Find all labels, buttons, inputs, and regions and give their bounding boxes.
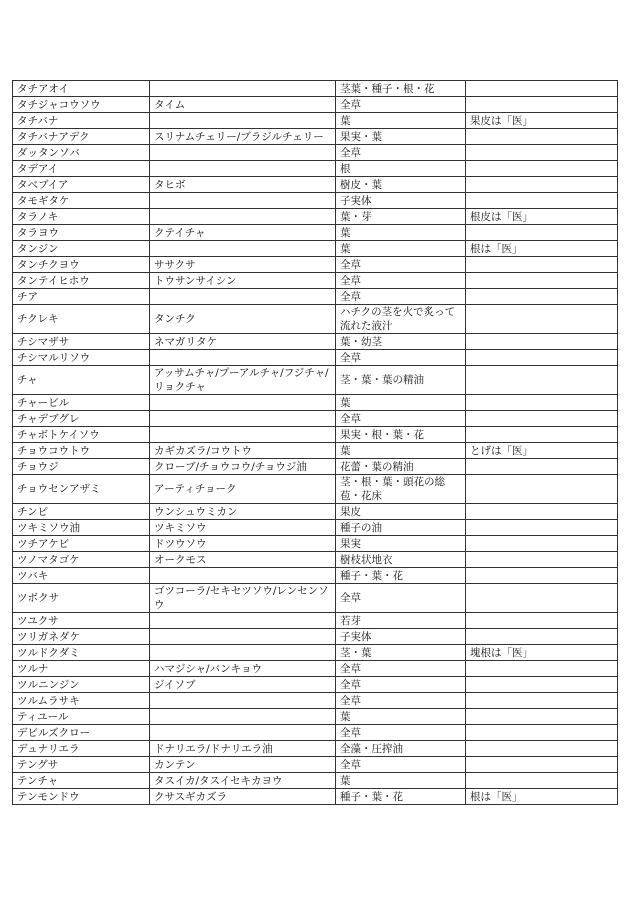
part-cell: 根	[336, 161, 466, 177]
part-cell: 葉	[336, 113, 466, 129]
note-cell	[466, 225, 618, 241]
table-row	[13, 661, 618, 677]
plant-name-cell: タチバナ	[13, 113, 150, 129]
plant-name-cell: チャデブグレ	[13, 411, 150, 427]
alias-cell: クサスギカズラ	[150, 789, 336, 805]
table-row	[13, 709, 618, 725]
plant-name-cell: ツチアケビ	[13, 536, 150, 552]
alias-cell	[150, 81, 336, 97]
note-cell	[466, 709, 618, 725]
plant-name-cell: タチジャコウソウ	[13, 97, 150, 113]
table-row	[13, 520, 618, 536]
note-cell	[466, 273, 618, 289]
part-cell: 種子・葉・花	[336, 789, 466, 805]
note-cell	[466, 613, 618, 629]
part-cell: 全草	[336, 273, 466, 289]
part-cell: 葉・幼茎	[336, 334, 466, 350]
note-cell	[466, 693, 618, 709]
note-cell	[466, 568, 618, 584]
plant-name-cell: チア	[13, 289, 150, 305]
alias-cell: オークモス	[150, 552, 336, 568]
table-row	[13, 443, 618, 459]
plant-name-cell: タチバナアデク	[13, 129, 150, 145]
table-row	[13, 113, 618, 129]
table-row	[13, 613, 618, 629]
note-cell	[466, 629, 618, 645]
part-cell: 全草	[336, 145, 466, 161]
plant-name-cell: チャ	[13, 366, 150, 395]
table-row	[13, 145, 618, 161]
alias-cell	[150, 709, 336, 725]
note-cell	[466, 661, 618, 677]
part-cell: 全草	[336, 289, 466, 305]
plant-name-cell: デビルズクロー	[13, 725, 150, 741]
table-row	[13, 161, 618, 177]
table-row	[13, 411, 618, 427]
part-cell: 果実・葉	[336, 129, 466, 145]
part-cell: 全草	[336, 97, 466, 113]
plant-name-cell: タンテイヒホウ	[13, 273, 150, 289]
alias-cell: タヒボ	[150, 177, 336, 193]
note-cell	[466, 677, 618, 693]
part-cell: 葉	[336, 443, 466, 459]
table-row	[13, 725, 618, 741]
note-cell	[466, 81, 618, 97]
plant-name-cell: ツルドクダミ	[13, 645, 150, 661]
note-cell	[466, 459, 618, 475]
plant-name-cell: ツユクサ	[13, 613, 150, 629]
plant-name-cell: テンチャ	[13, 773, 150, 789]
alias-cell	[150, 645, 336, 661]
plant-name-cell: タンチクヨウ	[13, 257, 150, 273]
table-row	[13, 536, 618, 552]
note-cell	[466, 773, 618, 789]
part-cell: 茎・根・葉・頭花の総苞・花床	[336, 475, 466, 504]
part-cell: 全草	[336, 693, 466, 709]
part-cell: 樹枝状地衣	[336, 552, 466, 568]
part-cell: 樹皮・葉	[336, 177, 466, 193]
note-cell	[466, 504, 618, 520]
herb-table	[12, 80, 618, 805]
note-cell	[466, 257, 618, 273]
plant-name-cell: タデアイ	[13, 161, 150, 177]
alias-cell: ネマガリタケ	[150, 334, 336, 350]
plant-name-cell: ツリガネダケ	[13, 629, 150, 645]
alias-cell: タイム	[150, 97, 336, 113]
plant-name-cell: ツルニンジン	[13, 677, 150, 693]
note-cell	[466, 193, 618, 209]
plant-name-cell: ツルナ	[13, 661, 150, 677]
table-row	[13, 129, 618, 145]
alias-cell: カンテン	[150, 757, 336, 773]
plant-name-cell: チョウジ	[13, 459, 150, 475]
part-cell: 葉	[336, 225, 466, 241]
part-cell: ハチクの茎を火で炙って流れた液汁	[336, 305, 466, 334]
plant-name-cell: ダッタンソバ	[13, 145, 150, 161]
table-row	[13, 552, 618, 568]
table-row	[13, 568, 618, 584]
table-row	[13, 289, 618, 305]
plant-name-cell: ツノマタゴケ	[13, 552, 150, 568]
part-cell: 全草	[336, 584, 466, 613]
alias-cell: ゴツコーラ/セキセツソウ/レンセンソウ	[150, 584, 336, 613]
part-cell: 全草	[336, 661, 466, 677]
alias-cell: ウンシュウミカン	[150, 504, 336, 520]
plant-name-cell: タラヨウ	[13, 225, 150, 241]
table-row	[13, 241, 618, 257]
part-cell: 種子の油	[336, 520, 466, 536]
alias-cell: ハマジシャ/バンキョウ	[150, 661, 336, 677]
alias-cell	[150, 161, 336, 177]
alias-cell: ササクサ	[150, 257, 336, 273]
part-cell: 葉	[336, 241, 466, 257]
alias-cell	[150, 568, 336, 584]
alias-cell: ドナリエラ/ドナリエラ油	[150, 741, 336, 757]
table-row	[13, 459, 618, 475]
table-row	[13, 584, 618, 613]
part-cell: 葉	[336, 395, 466, 411]
note-cell: 塊根は「医」	[466, 645, 618, 661]
table-row	[13, 789, 618, 805]
plant-name-cell: デュナリエラ	[13, 741, 150, 757]
alias-cell	[150, 725, 336, 741]
table-row	[13, 209, 618, 225]
note-cell	[466, 411, 618, 427]
plant-name-cell: ツバキ	[13, 568, 150, 584]
alias-cell: アーティチョーク	[150, 475, 336, 504]
part-cell: 若芽	[336, 613, 466, 629]
part-cell: 葉	[336, 709, 466, 725]
plant-name-cell: チョウコウトウ	[13, 443, 150, 459]
plant-name-cell: チシマザサ	[13, 334, 150, 350]
note-cell	[466, 475, 618, 504]
plant-name-cell: ツキミソウ油	[13, 520, 150, 536]
alias-cell: カギカズラ/コウトウ	[150, 443, 336, 459]
alias-cell	[150, 427, 336, 443]
note-cell	[466, 334, 618, 350]
note-cell	[466, 427, 618, 443]
note-cell	[466, 161, 618, 177]
alias-cell	[150, 693, 336, 709]
note-cell	[466, 520, 618, 536]
part-cell: 全草	[336, 350, 466, 366]
note-cell	[466, 741, 618, 757]
table-row	[13, 693, 618, 709]
plant-name-cell: チシマルリソウ	[13, 350, 150, 366]
plant-name-cell: チャービル	[13, 395, 150, 411]
alias-cell: タスイカ/タスイセキカヨウ	[150, 773, 336, 789]
note-cell: 果皮は「医」	[466, 113, 618, 129]
part-cell: 子実体	[336, 629, 466, 645]
plant-name-cell: タモギタケ	[13, 193, 150, 209]
plant-name-cell: ティユール	[13, 709, 150, 725]
part-cell: 果皮	[336, 504, 466, 520]
alias-cell	[150, 145, 336, 161]
table-row	[13, 677, 618, 693]
alias-cell	[150, 193, 336, 209]
part-cell: 花蕾・葉の精油	[336, 459, 466, 475]
table-row	[13, 773, 618, 789]
note-cell	[466, 395, 618, 411]
alias-cell: アッサムチャ/プーアルチャ/フジチャ/リョクチャ	[150, 366, 336, 395]
note-cell	[466, 129, 618, 145]
table-row	[13, 395, 618, 411]
note-cell	[466, 366, 618, 395]
note-cell	[466, 97, 618, 113]
plant-name-cell: チンピ	[13, 504, 150, 520]
table-row	[13, 81, 618, 97]
table-row	[13, 305, 618, 334]
note-cell	[466, 725, 618, 741]
alias-cell	[150, 209, 336, 225]
alias-cell	[150, 629, 336, 645]
table-row	[13, 177, 618, 193]
table-row	[13, 257, 618, 273]
table-row	[13, 366, 618, 395]
part-cell: 果実・根・葉・花	[336, 427, 466, 443]
alias-cell: トウサンサイシン	[150, 273, 336, 289]
alias-cell: ジイソブ	[150, 677, 336, 693]
part-cell: 全草	[336, 257, 466, 273]
alias-cell	[150, 241, 336, 257]
plant-name-cell: ツボクサ	[13, 584, 150, 613]
part-cell: 子実体	[336, 193, 466, 209]
alias-cell: クテイチャ	[150, 225, 336, 241]
table-row	[13, 97, 618, 113]
plant-name-cell: タチアオイ	[13, 81, 150, 97]
table-row	[13, 225, 618, 241]
alias-cell	[150, 613, 336, 629]
table-row	[13, 475, 618, 504]
part-cell: 全草	[336, 677, 466, 693]
plant-name-cell: ツルムラサキ	[13, 693, 150, 709]
part-cell: 果実	[336, 536, 466, 552]
table-row	[13, 427, 618, 443]
alias-cell	[150, 350, 336, 366]
table-body	[13, 81, 618, 805]
alias-cell	[150, 395, 336, 411]
part-cell: 茎・葉	[336, 645, 466, 661]
part-cell: 全草	[336, 757, 466, 773]
table-row	[13, 757, 618, 773]
part-cell: 全草	[336, 725, 466, 741]
plant-name-cell: テンモンドウ	[13, 789, 150, 805]
note-cell	[466, 536, 618, 552]
part-cell: 茎・葉・葉の精油	[336, 366, 466, 395]
alias-cell: スリナムチェリー/ブラジルチェリー	[150, 129, 336, 145]
table-row	[13, 504, 618, 520]
part-cell: 葉・芽	[336, 209, 466, 225]
note-cell: 根皮は「医」	[466, 209, 618, 225]
table-row	[13, 350, 618, 366]
plant-name-cell: チョウセンアザミ	[13, 475, 150, 504]
plant-name-cell: チャボトケイソウ	[13, 427, 150, 443]
note-cell	[466, 145, 618, 161]
part-cell: 全草	[336, 411, 466, 427]
note-cell: とげは「医」	[466, 443, 618, 459]
table-row	[13, 273, 618, 289]
part-cell: 種子・葉・花	[336, 568, 466, 584]
note-cell	[466, 305, 618, 334]
note-cell	[466, 289, 618, 305]
plant-name-cell: タンジン	[13, 241, 150, 257]
note-cell	[466, 552, 618, 568]
table-row	[13, 193, 618, 209]
part-cell: 葉	[336, 773, 466, 789]
note-cell	[466, 177, 618, 193]
alias-cell: ドツウソウ	[150, 536, 336, 552]
alias-cell	[150, 411, 336, 427]
part-cell: 全藻・圧搾油	[336, 741, 466, 757]
plant-name-cell: タラノキ	[13, 209, 150, 225]
note-cell: 根は「医」	[466, 789, 618, 805]
note-cell: 根は「医」	[466, 241, 618, 257]
alias-cell	[150, 289, 336, 305]
plant-name-cell: テングサ	[13, 757, 150, 773]
note-cell	[466, 584, 618, 613]
alias-cell: クローブ/チョウコウ/チョウジ油	[150, 459, 336, 475]
part-cell: 茎葉・種子・根・花	[336, 81, 466, 97]
plant-name-cell: タベブイア	[13, 177, 150, 193]
note-cell	[466, 757, 618, 773]
plant-name-cell: チクレキ	[13, 305, 150, 334]
table-row	[13, 334, 618, 350]
alias-cell: タンチク	[150, 305, 336, 334]
table-row	[13, 645, 618, 661]
table-row	[13, 741, 618, 757]
note-cell	[466, 350, 618, 366]
table-row	[13, 629, 618, 645]
alias-cell	[150, 113, 336, 129]
alias-cell: ツキミソウ	[150, 520, 336, 536]
